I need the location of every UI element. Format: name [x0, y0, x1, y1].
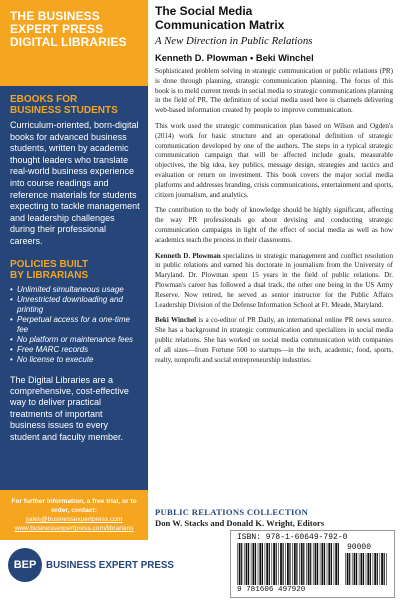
book-subtitle: A New Direction in Public Relations: [155, 35, 313, 47]
bep-logo-icon: BEP: [8, 548, 42, 582]
barcode-bar: [280, 543, 282, 585]
barcode-number: 9 781606 497920: [237, 586, 306, 594]
barcode-bar: [347, 553, 349, 585]
ebooks-heading-line: EBOOKS FOR: [10, 94, 78, 105]
contact-panel: [0, 490, 148, 540]
back-cover-sidebar: [0, 0, 174, 600]
barcode-bar: [299, 543, 300, 585]
barcode-bar: [377, 553, 378, 585]
policy-item: • Free MARC records: [10, 345, 140, 355]
barcode-bar: [361, 553, 363, 585]
digital-libraries-header: [0, 0, 148, 86]
barcode-bar: [315, 543, 317, 585]
barcode-bar: [246, 543, 248, 585]
book-description: [155, 67, 393, 371]
barcode-bar: [334, 543, 335, 585]
barcode-bar: [359, 553, 360, 585]
barcode-addon-bars-icon: [345, 553, 389, 585]
book-authors: Kenneth D. Plowman • Beki Winchel: [155, 53, 314, 63]
barcode-bar: [380, 553, 381, 585]
back-cover-main: [155, 0, 394, 600]
contact-text: For further information, a free trial, or to order, contact:: [11, 498, 137, 514]
barcode-bar: [278, 543, 279, 585]
barcode-bar: [370, 553, 371, 585]
contact-email-link[interactable]: sales@businessexpertpress.com: [25, 516, 123, 523]
barcode-bar: [301, 543, 303, 585]
contact-web-link[interactable]: www.businessexpertpress.com/librarians: [14, 525, 134, 532]
publisher-block: [0, 540, 174, 600]
barcode-bar: [266, 543, 268, 585]
barcode-bar: [292, 543, 293, 585]
barcode-bar: [283, 543, 284, 585]
author-bio-winchel: [155, 316, 393, 365]
barcode-bar: [255, 543, 256, 585]
book-title-line: The Social Media: [155, 4, 253, 18]
barcode-bar: [352, 553, 353, 585]
publisher-name: BUSINESS EXPERT PRESS: [46, 560, 174, 571]
barcode-bar: [237, 543, 238, 585]
barcode-bar: [248, 543, 249, 585]
barcode-bar: [338, 543, 339, 585]
policies-heading-line: POLICIES BUILT: [10, 258, 89, 270]
barcode-bar: [262, 543, 263, 585]
policy-list: [10, 285, 140, 365]
barcode-bar: [335, 543, 337, 585]
barcode-bar: [259, 543, 261, 585]
barcode-bar: [331, 543, 332, 585]
author-bio-text: is a co-editor of PR Daily, an international online PR news source. She has a background in strategic communication and specializes in social media public relations. She has worked on social media communication with companies of all sizes—from Fortune 500 to startups—in the tech, academic, food, sports, realty, nonprofit and social entrepreneurship industries.: [155, 316, 393, 364]
author-bio-plowman: [155, 252, 393, 311]
barcode-bar: [381, 553, 383, 585]
barcode-bar: [251, 543, 252, 585]
book-title: [155, 4, 394, 32]
author-bio-name: Kenneth D. Plowman: [155, 251, 221, 260]
barcode-bar: [239, 543, 241, 585]
barcode-bar: [244, 543, 245, 585]
barcode-bar: [324, 543, 325, 585]
barcode-bar: [349, 553, 350, 585]
barcode-bar: [272, 543, 273, 585]
barcode-bar: [285, 543, 286, 585]
ebooks-heading-line: BUSINESS STUDENTS: [10, 105, 118, 116]
barcode-bar: [374, 553, 376, 585]
author-bio-name: Beki Winchel: [155, 316, 197, 325]
library-info-panel: [0, 86, 148, 490]
barcode-bar: [265, 543, 266, 585]
book-title-line: Communication Matrix: [155, 18, 285, 32]
barcode-bar: [306, 543, 307, 585]
ebooks-heading: [10, 94, 140, 116]
barcode-bar: [276, 543, 277, 585]
barcode-bar: [384, 553, 385, 585]
policy-item: • No platform or maintenance fees: [10, 335, 140, 345]
description-paragraph: The contribution to the body of knowledge should be highly significant, affecting the way PR professionals go about devising and conducting strategic communication campaigns in light of the effect of social media as well as how academics teach the process in their classrooms.: [155, 206, 393, 244]
barcode-bar: [287, 543, 289, 585]
barcode-bar: [269, 543, 270, 585]
policies-heading-line: BY LIBRARIANS: [10, 269, 89, 281]
barcode-bar: [356, 553, 357, 585]
barcode-bar: [313, 543, 314, 585]
policy-item: • Unrestricted downloading and printing: [10, 295, 140, 315]
barcode-bar: [366, 553, 367, 585]
barcode-bar: [303, 543, 304, 585]
policy-item: • No license to execute: [10, 355, 140, 365]
barcode-bar: [273, 543, 275, 585]
ebooks-description: Curriculum-oriented, born-digital books for advanced business students, written by academic thought leaders who translate real-world business experience into course readings and reference materials for students expecting to tackle management and leadership challenges during their professional careers.: [10, 120, 140, 246]
price-code: 90000: [347, 543, 372, 552]
description-paragraph: Sophisticated problem solving in strategic communication or public relations (PR) is done through planning, strategic communication planning. The focus of this book is to meld current trends in social media to strategic communications planning in the field of PR. The definition of social media used here is channels delivering web-based information created by people to improve communication.: [155, 67, 393, 115]
barcode-bar: [367, 553, 369, 585]
author-bio-text: specializes in strategic management and conflict resolution in public relations and earned his doctorate in journalism from the University of Maryland. Dr. Plowman spent 15 years in the field of public relations. Dr. Plowman's career has followed a dual track, the other one being in the US Army Reserve. Now retired, he served as senior instructor for the Public Affairs Leadership Division of the Defense Information School at Ft. Meade, Maryland.: [155, 251, 393, 309]
description-paragraph: This work used the strategic communication plan based on Wilson and Ogden's (2014) work for basic structure and an operational definition of strategic communication developed by one of the authors. The steps in a typical strategic communication campaign that will be affected include goals, measurable objectives, the big idea, key publics, message design, strategies and tactics and evaluation or return on investment. This book covers the major social media platforms and addresses branding, crisis communications, entertainment and sports, citizen journalism, and analytics.: [155, 121, 393, 199]
policies-heading: [10, 259, 140, 281]
barcode-bar: [308, 543, 310, 585]
barcode-bars-icon: [237, 543, 341, 585]
barcode-bar: [386, 553, 387, 585]
barcode-bar: [310, 543, 311, 585]
barcode-bar: [327, 543, 328, 585]
barcode-bar: [253, 543, 255, 585]
barcode-bar: [258, 543, 259, 585]
header-line: THE BUSINESS: [10, 9, 100, 23]
barcode-bar: [363, 553, 364, 585]
policy-item: • Perpetual access for a one-time fee: [10, 315, 140, 335]
isbn-label: ISBN: 978-1-60649-792-0: [237, 533, 348, 542]
barcode-bar: [322, 543, 324, 585]
header-line: EXPERT PRESS: [10, 22, 104, 36]
barcode-bar: [317, 543, 318, 585]
barcode-bar: [289, 543, 290, 585]
barcode-bar: [241, 543, 242, 585]
barcode-bar: [328, 543, 330, 585]
barcode-bar: [294, 543, 296, 585]
series-name: PUBLIC RELATIONS COLLECTION: [155, 507, 309, 517]
series-editors: Don W. Stacks and Donald K. Wright, Editors: [155, 518, 325, 528]
barcode-bar: [373, 553, 374, 585]
policy-item: • Unlimited simultaneous usage: [10, 285, 140, 295]
isbn-barcode: [230, 530, 395, 598]
closing-statement: The Digital Libraries are a comprehensive, cost-effective way to deliver practical treatments of important business issues to every student and faculty member.: [10, 374, 129, 442]
barcode-bar: [296, 543, 297, 585]
barcode-bar: [345, 553, 346, 585]
header-line: DIGITAL LIBRARIES: [10, 35, 127, 49]
barcode-bar: [354, 553, 356, 585]
barcode-bar: [320, 543, 321, 585]
